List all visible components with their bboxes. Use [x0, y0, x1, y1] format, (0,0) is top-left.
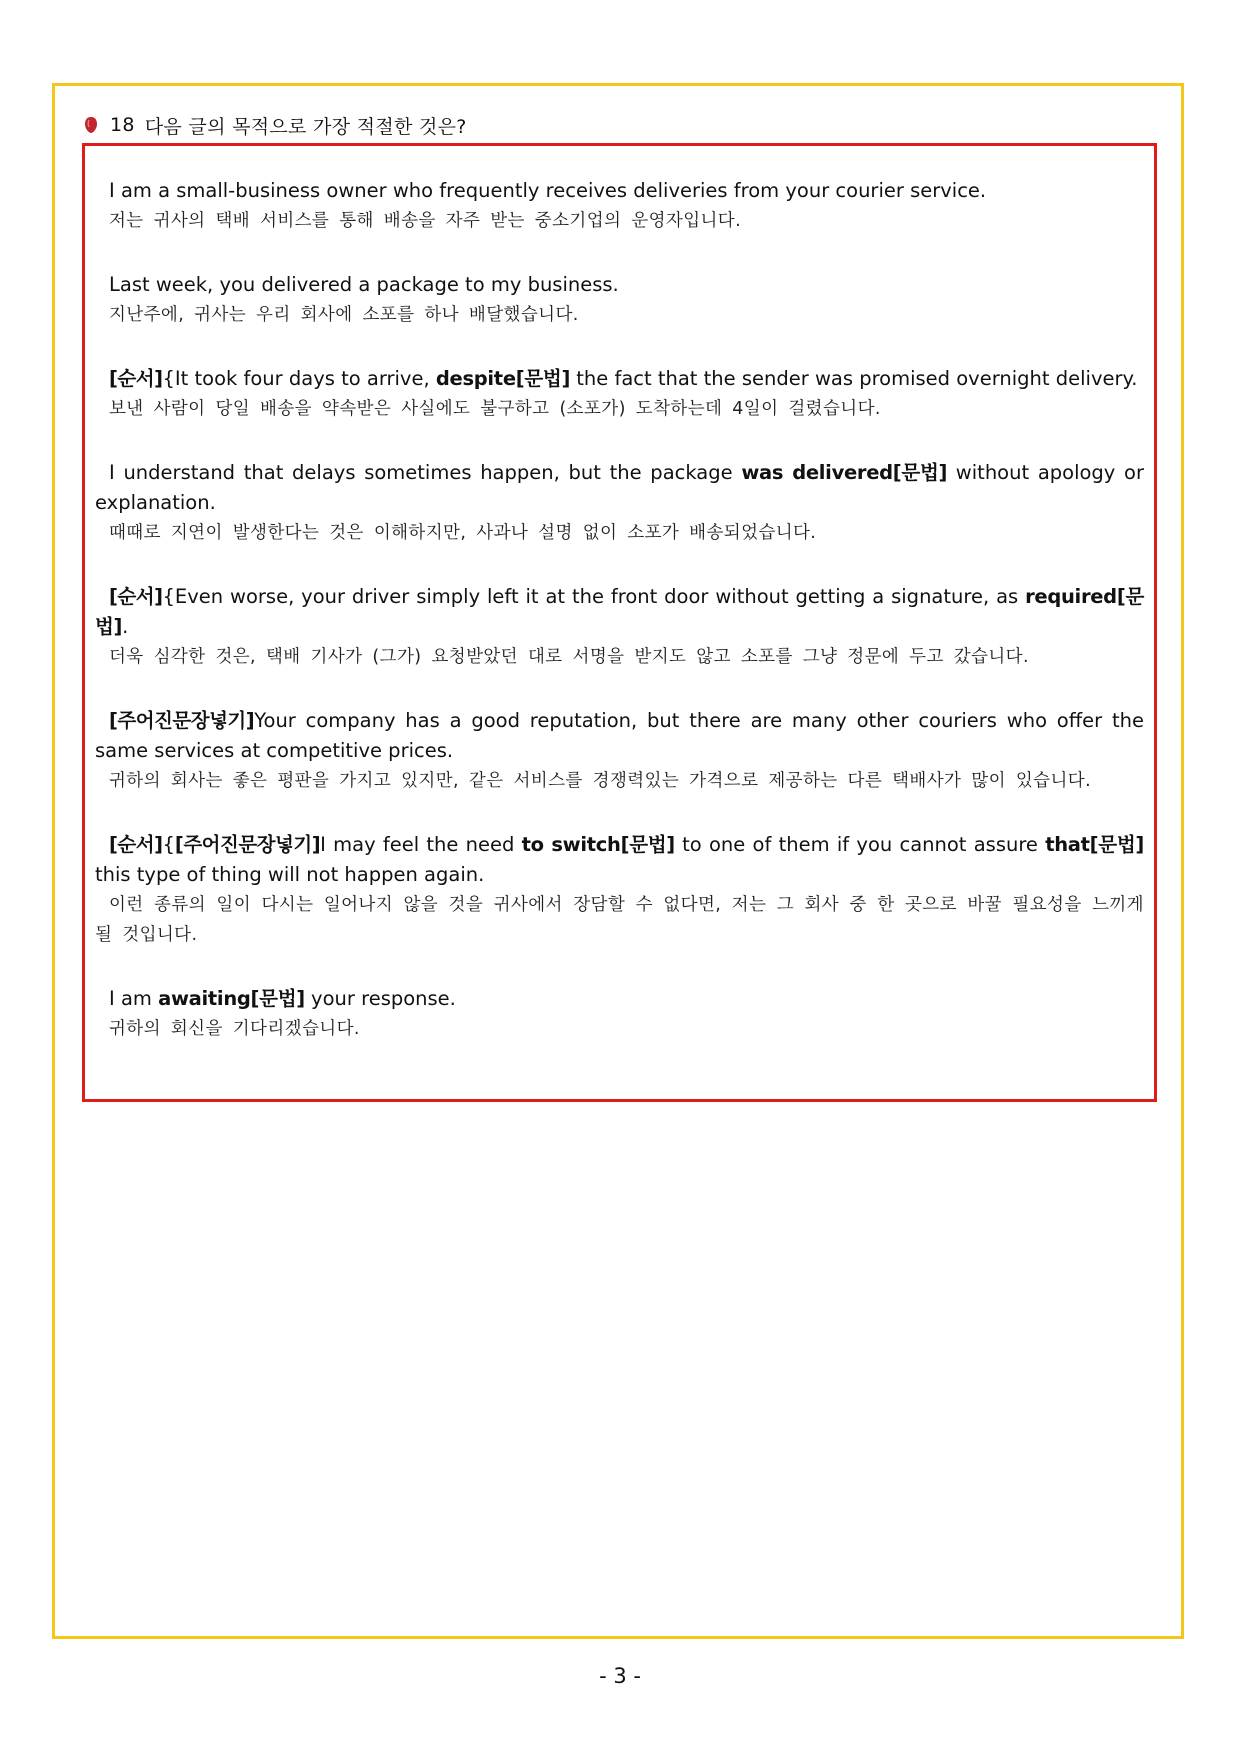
sentence-text: {Even worse, your driver simply left it at the front door without getting a signature, as — [162, 585, 1026, 608]
korean-translation: 귀하의 회사는 좋은 평판을 가지고 있지만, 같은 서비스를 경쟁력있는 가격으로 제공하는 다른 택배사가 많이 있습니다. — [109, 771, 1092, 791]
grammar-point: was delivered[문법] — [741, 461, 948, 484]
question-type-tag: [순서] — [109, 833, 163, 856]
passage-paragraph — [95, 364, 1144, 424]
passage-paragraph — [95, 270, 1144, 330]
sentence-text: {It took four days to arrive, — [162, 367, 436, 390]
question-text: 다음 글의 목적으로 가장 적절한 것은? — [144, 115, 467, 138]
english-sentence — [95, 270, 1144, 300]
sentence-text: this type of thing will not happen again. — [95, 863, 485, 886]
english-sentence — [95, 176, 1144, 206]
passage-paragraph — [95, 706, 1144, 796]
sentence-text: { — [162, 833, 175, 856]
korean-translation: 때때로 지연이 발생한다는 것은 이해하지만, 사과나 설명 없이 소포가 배송되었습니다. — [109, 523, 817, 543]
english-sentence — [95, 458, 1144, 518]
grammar-point: despite[문법] — [435, 367, 571, 390]
sentence-text: your response. — [304, 987, 456, 1010]
passage-box — [82, 143, 1157, 1102]
korean-translation: 이런 종류의 일이 다시는 일어나지 않을 것을 귀사에서 장담할 수 없다면, 저는 그 회사 중 한 곳으로 바꿀 필요성을 느끼게 될 것입니다. — [95, 895, 1144, 945]
sentence-text: I am — [109, 987, 159, 1010]
passage-paragraph — [95, 830, 1144, 950]
korean-translation: 보낸 사람이 당일 배송을 약속받은 사실에도 불구하고 (소포가) 도착하는데 4일이 걸렸습니다. — [109, 399, 881, 419]
english-sentence — [95, 706, 1144, 766]
english-sentence — [95, 984, 1144, 1014]
english-sentence — [95, 830, 1144, 890]
grammar-point: required[문법] — [95, 585, 1144, 638]
passage-paragraph — [95, 176, 1144, 236]
question-header — [84, 111, 467, 139]
grammar-point: that[문법] — [1045, 833, 1144, 856]
sentence-text: to one of them if you cannot assure — [674, 833, 1046, 856]
passage-paragraph — [95, 582, 1144, 672]
page-number: - 3 - — [599, 1664, 641, 1688]
sentence-text: the fact that the sender was promised overnight delivery. — [570, 367, 1138, 390]
question-type-tag: [순서] — [109, 367, 163, 390]
sentence-text: I may feel the need — [320, 833, 522, 856]
question-type-tag: [순서] — [109, 585, 163, 608]
grammar-point: awaiting[문법] — [158, 987, 305, 1010]
sentence-text: I am a small-business owner who frequently receives deliveries from your courier service. — [109, 179, 987, 202]
sentence-text: Last week, you delivered a package to my business. — [109, 273, 619, 296]
english-sentence — [95, 582, 1144, 642]
passage-paragraph — [95, 458, 1144, 548]
passage-paragraph — [95, 984, 1144, 1044]
english-sentence — [95, 364, 1144, 394]
sentence-text: without apology or explanation. — [95, 461, 1144, 514]
grammar-point: to switch[문법] — [521, 833, 675, 856]
korean-translation: 귀하의 회신을 기다리겠습니다. — [109, 1019, 360, 1039]
question-number: 18 — [110, 114, 135, 136]
question-type-tag: [주어진문장넣기] — [109, 709, 255, 732]
korean-translation: 저는 귀사의 택배 서비스를 통해 배송을 자주 받는 중소기업의 운영자입니다. — [109, 211, 742, 231]
sentence-text: Your company has a good reputation, but there are many other couriers who offer the same services at competitive prices. — [95, 709, 1144, 762]
sentence-text: I understand that delays sometimes happen, but the package — [109, 461, 742, 484]
question-type-tag: [주어진문장넣기] — [174, 833, 321, 856]
bullet-icon — [84, 116, 98, 134]
korean-translation: 지난주에, 귀사는 우리 회사에 소포를 하나 배달했습니다. — [109, 305, 579, 325]
sentence-text: . — [122, 615, 129, 638]
korean-translation: 더욱 심각한 것은, 택배 기사가 (그가) 요청받았던 대로 서명을 받지도 않고 소포를 그냥 정문에 두고 갔습니다. — [109, 647, 1029, 667]
